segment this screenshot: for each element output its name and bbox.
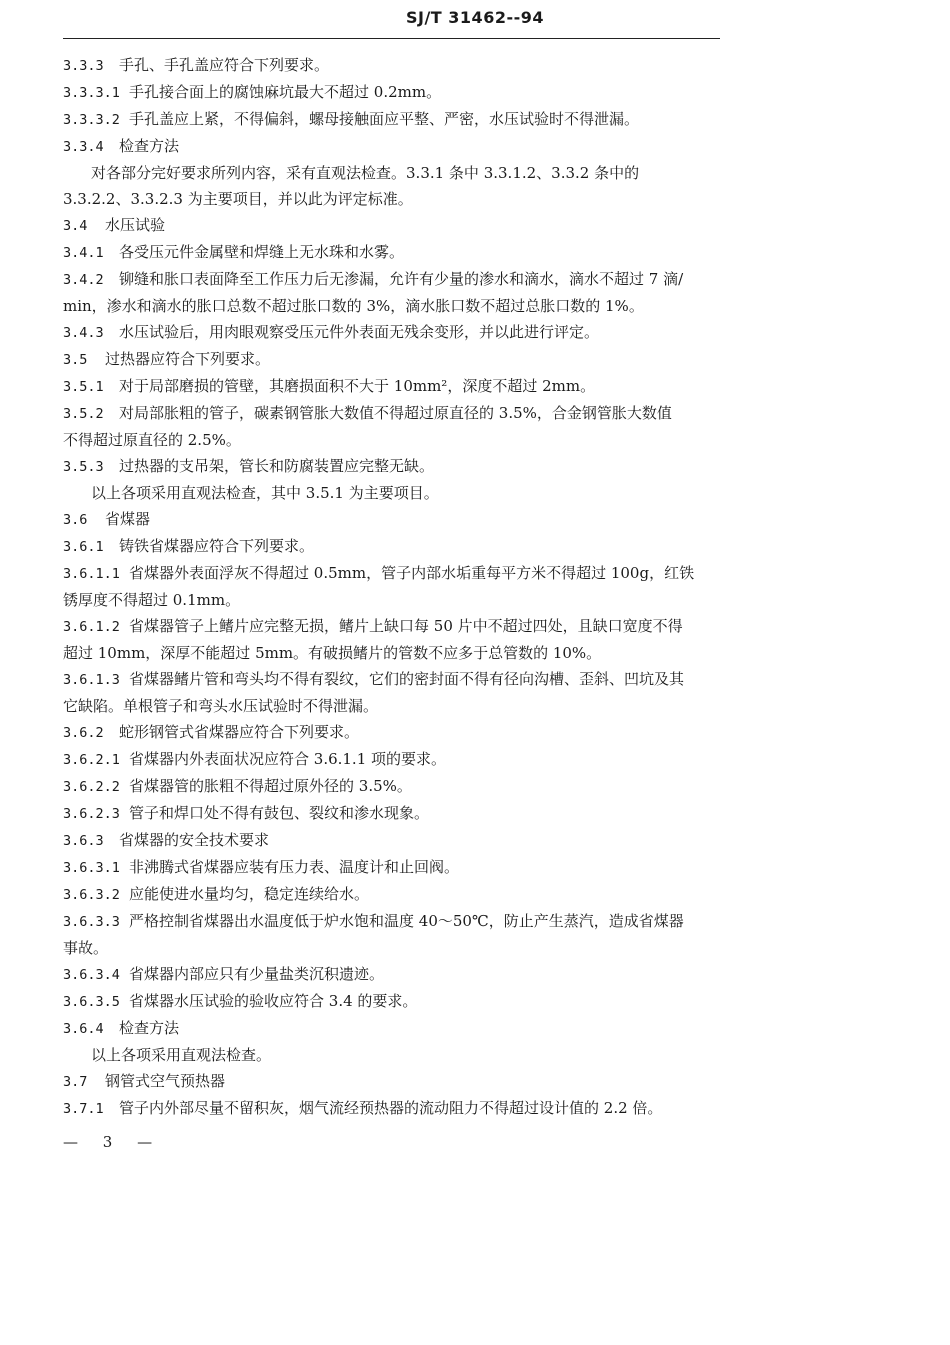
header-rule [63,38,720,39]
text-line [63,373,723,400]
text-line [63,212,723,239]
clause-number: 3.5.3 [63,459,104,475]
clause-number: 3.6.3.2 [63,887,120,903]
text-line [63,400,723,427]
clause-text: 省煤器的安全技术要求 [119,831,270,849]
clause-number: 3.4.1 [63,245,104,261]
clause-number: 3.3.3.2 [63,112,120,128]
text-line [63,854,723,881]
clause-number: 3.6.3.4 [63,967,120,983]
clause-number: 3.3.3 [63,58,104,74]
clause-text: 检查方法 [119,137,180,155]
document-code-header: SJ/T 31462--94 [405,8,544,27]
clause-number: 3.6.1.2 [63,619,120,635]
text-line [63,1015,723,1042]
clause-number: 3.5.1 [63,379,104,395]
text-line [63,800,723,827]
clause-text: 铸铁省煤器应符合下列要求。 [119,537,315,555]
text-line [63,640,723,666]
text-line [63,693,723,719]
text-line [63,961,723,988]
text-line [63,1068,723,1095]
clause-text: 对于局部磨损的管壁，其磨损面积不大于 10mm²，深度不超过 2mm。 [119,377,596,395]
clause-number: 3.6.1 [63,539,104,555]
clause-text: 省煤器内外表面状况应符合 3.6.1.1 项的要求。 [129,750,447,768]
clause-text: 以上各项采用直观法检查。 [91,1046,272,1064]
clause-text: min，渗水和滴水的胀口总数不超过胀口数的 3%，滴水胀口数不超过总胀口数的 1%。 [63,297,644,315]
clause-number: 3.6.2.1 [63,752,120,768]
clause-number: 3.7.1 [63,1101,104,1117]
clause-text: 手孔盖应上紧，不得偏斜，螺母接触面应平整、严密，水压试验时不得泄漏。 [129,110,640,128]
text-line [63,1042,723,1068]
clause-number: 3.4.2 [63,272,104,288]
text-line [63,666,723,693]
clause-number: 3.6.1.3 [63,672,120,688]
text-line [63,935,723,961]
text-line [63,746,723,773]
text-line [63,346,723,373]
clause-text: 水压试验 [105,216,166,234]
clause-number: 3.5 [63,352,88,368]
text-line [63,719,723,746]
text-line [63,160,723,186]
clause-text: 超过 10mm，深厚不能超过 5mm。有破损鳍片的管数不应多于总管数的 10%。 [63,644,602,662]
clause-text: 过热器应符合下列要求。 [105,350,271,368]
text-line [63,506,723,533]
text-line [63,427,723,453]
text-line [63,293,723,319]
clause-number: 3.4.3 [63,325,104,341]
clause-text: 过热器的支吊架，管长和防腐装置应完整无缺。 [119,457,435,475]
clause-text: 水压试验后，用肉眼观察受压元件外表面无残余变形，并以此进行评定。 [119,323,600,341]
clause-text: 它缺陷。单根管子和弯头水压试验时不得泄漏。 [63,697,379,715]
clause-number: 3.6.4 [63,1021,104,1037]
clause-text: 省煤器水压试验的验收应符合 3.4 的要求。 [129,992,418,1010]
text-line [63,79,723,106]
document-body [63,52,723,1122]
clause-number: 3.6.2 [63,725,104,741]
clause-text: 蛇形钢管式省煤器应符合下列要求。 [119,723,360,741]
clause-number: 3.3.4 [63,139,104,155]
clause-text: 检查方法 [119,1019,180,1037]
clause-text: 各受压元件金属壁和焊缝上无水珠和水雾。 [119,243,405,261]
text-line [63,239,723,266]
clause-text: 管子内外部尽量不留积灰，烟气流经预热器的流动阻力不得超过设计值的 2.2 倍。 [119,1099,663,1117]
clause-number: 3.4 [63,218,88,234]
text-line [63,453,723,480]
text-line [63,560,723,587]
text-line [63,908,723,935]
clause-text: 省煤器内部应只有少量盐类沉积遗迹。 [129,965,385,983]
clause-text: 应能使进水量均匀，稳定连续给水。 [129,885,370,903]
clause-text: 事故。 [63,939,109,957]
text-line [63,881,723,908]
text-line [63,319,723,346]
clause-text: 省煤器 [105,510,151,528]
clause-text: 手孔接合面上的腐蚀麻坑最大不超过 0.2mm。 [129,83,442,101]
text-line [63,52,723,79]
clause-text: 省煤器管子上鳍片应完整无损，鳍片上缺口每 50 片中不超过四处，且缺口宽度不得 [129,617,683,635]
text-line [63,133,723,160]
clause-number: 3.6.3.5 [63,994,120,1010]
clause-number: 3.6.2.2 [63,779,120,795]
clause-number: 3.6.3.3 [63,914,120,930]
clause-text: 管子和焊口处不得有鼓包、裂纹和渗水现象。 [129,804,430,822]
text-line [63,988,723,1015]
clause-number: 3.6.2.3 [63,806,120,822]
clause-number: 3.6.3 [63,833,104,849]
clause-text: 锈厚度不得超过 0.1mm。 [63,591,241,609]
clause-number: 3.6 [63,512,88,528]
clause-text: 铆缝和胀口表面降至工作压力后无渗漏，允许有少量的渗水和滴水，滴水不超过 7 滴/ [119,270,684,288]
text-line [63,827,723,854]
text-line [63,587,723,613]
clause-text: 省煤器外表面浮灰不得超过 0.5mm，管子内部水垢重每平方米不得超过 100g，红铁 [129,564,695,582]
text-line [63,773,723,800]
clause-number: 3.6.3.1 [63,860,120,876]
clause-text: 不得超过原直径的 2.5%。 [63,431,241,449]
clause-number: 3.3.3.1 [63,85,120,101]
text-line [63,186,723,212]
clause-text: 省煤器鳍片管和弯头均不得有裂纹，它们的密封面不得有径向沟槽、歪斜、凹坑及其 [129,670,685,688]
clause-text: 非沸腾式省煤器应装有压力表、温度计和止回阀。 [129,858,460,876]
clause-number: 3.6.1.1 [63,566,120,582]
text-line [63,266,723,293]
clause-text: 对各部分完好要求所列内容，采有直观法检查。3.3.1 条中 3.3.1.2、3.3.2 条中的 [91,164,640,182]
clause-text: 严格控制省煤器出水温度低于炉水饱和温度 40～50℃，防止产生蒸汽，造成省煤器 [129,912,684,930]
text-line [63,1095,723,1122]
clause-text: 以上各项采用直观法检查，其中 3.5.1 为主要项目。 [91,484,439,502]
clause-text: 对局部胀粗的管子，碳素钢管胀大数值不得超过原直径的 3.5%，合金钢管胀大数值 [119,404,672,422]
clause-text: 省煤器管的胀粗不得超过原外径的 3.5%。 [129,777,412,795]
page-number: — 3 — [63,1133,163,1151]
clause-text: 3.3.2.2、3.3.2.3 为主要项目，并以此为评定标准。 [63,190,413,208]
clause-number: 3.7 [63,1074,88,1090]
text-line [63,106,723,133]
clause-text: 钢管式空气预热器 [105,1072,226,1090]
text-line [63,480,723,506]
text-line [63,613,723,640]
clause-text: 手孔、手孔盖应符合下列要求。 [119,56,330,74]
clause-number: 3.5.2 [63,406,104,422]
text-line [63,533,723,560]
